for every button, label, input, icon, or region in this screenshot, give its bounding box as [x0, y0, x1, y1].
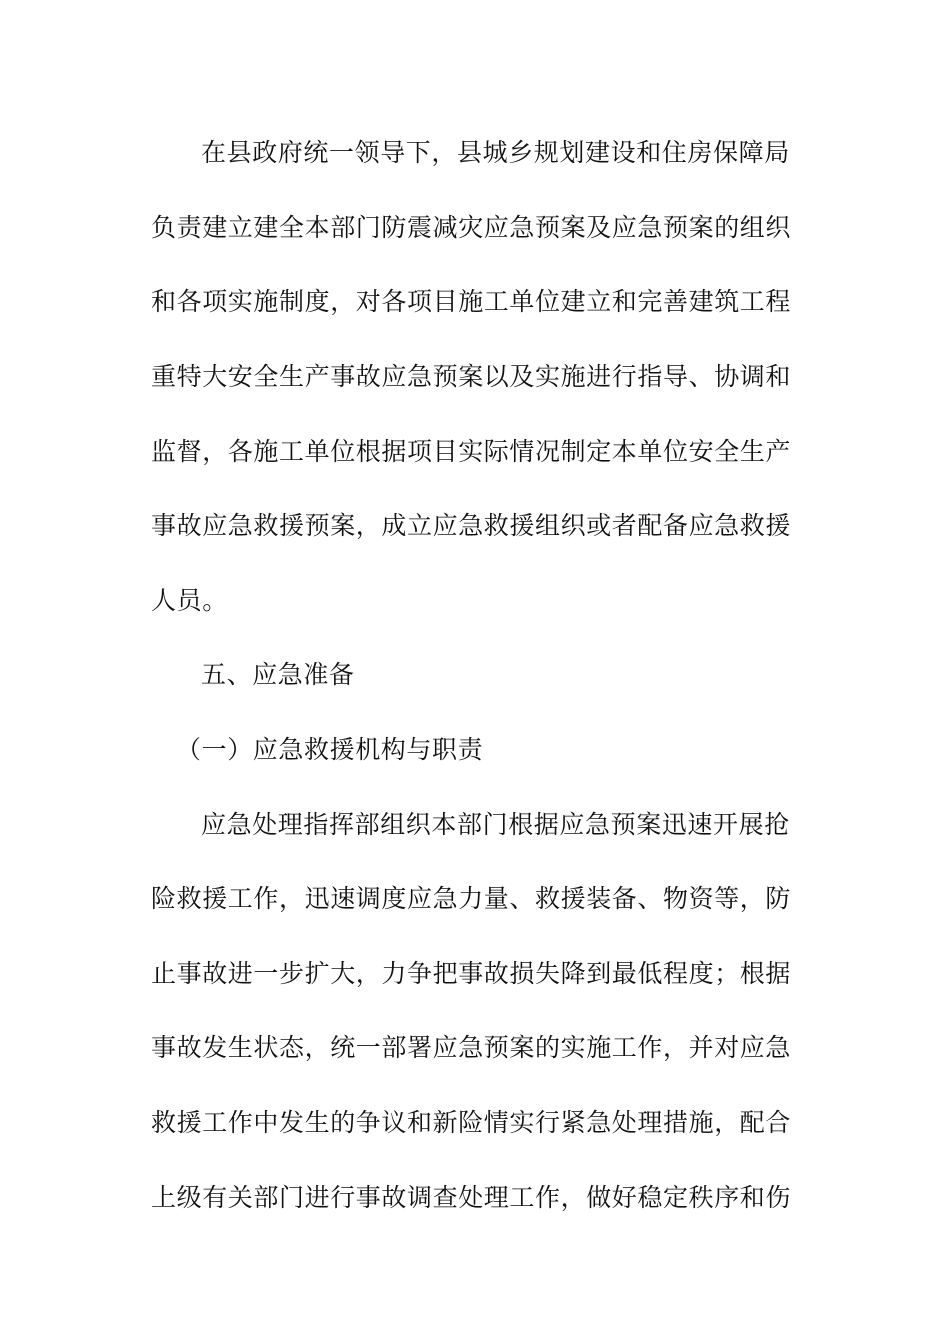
- paragraph-1-line-6: 事故应急救援预案，成立应急救援组织或者配备应急救援: [151, 511, 792, 540]
- paragraph-1-line-1: 在县政府统一领导下，县城乡规划建设和住房保障局: [201, 138, 790, 167]
- paragraph-1-line-4: 重特大安全生产事故应急预案以及实施进行指导、协调和: [151, 362, 792, 391]
- paragraph-1-line-3: 和各项实施制度，对各项目施工单位建立和完善建筑工程: [151, 287, 792, 316]
- paragraph-2-line-1: 应急处理指挥部组织本部门根据应急预案迅速开展抢: [201, 810, 790, 839]
- paragraph-2-line-2: 险救援工作，迅速调度应急力量、救援装备、物资等，防: [151, 884, 792, 913]
- paragraph-1-line-2: 负责建立建全本部门防震减灾应急预案及应急预案的组织: [151, 213, 792, 242]
- section-heading: 五、应急准备: [201, 660, 355, 689]
- paragraph-2-line-6: 上级有关部门进行事故调查处理工作，做好稳定秩序和伤: [151, 1183, 792, 1212]
- paragraph-2-line-4: 事故发生状态，统一部署应急预案的实施工作，并对应急: [151, 1033, 792, 1062]
- subsection-heading: （一）应急救援机构与职责: [176, 735, 484, 764]
- paragraph-2-line-5: 救援工作中发生的争议和新险情实行紧急处理措施，配合: [151, 1108, 792, 1137]
- paragraph-1-line-5: 监督，各施工单位根据项目实际情况制定本单位安全生产: [151, 437, 792, 466]
- paragraph-2-line-3: 止事故进一步扩大，力争把事故损失降到最低程度；根据: [151, 959, 792, 988]
- paragraph-1-line-7: 人员。: [151, 586, 228, 615]
